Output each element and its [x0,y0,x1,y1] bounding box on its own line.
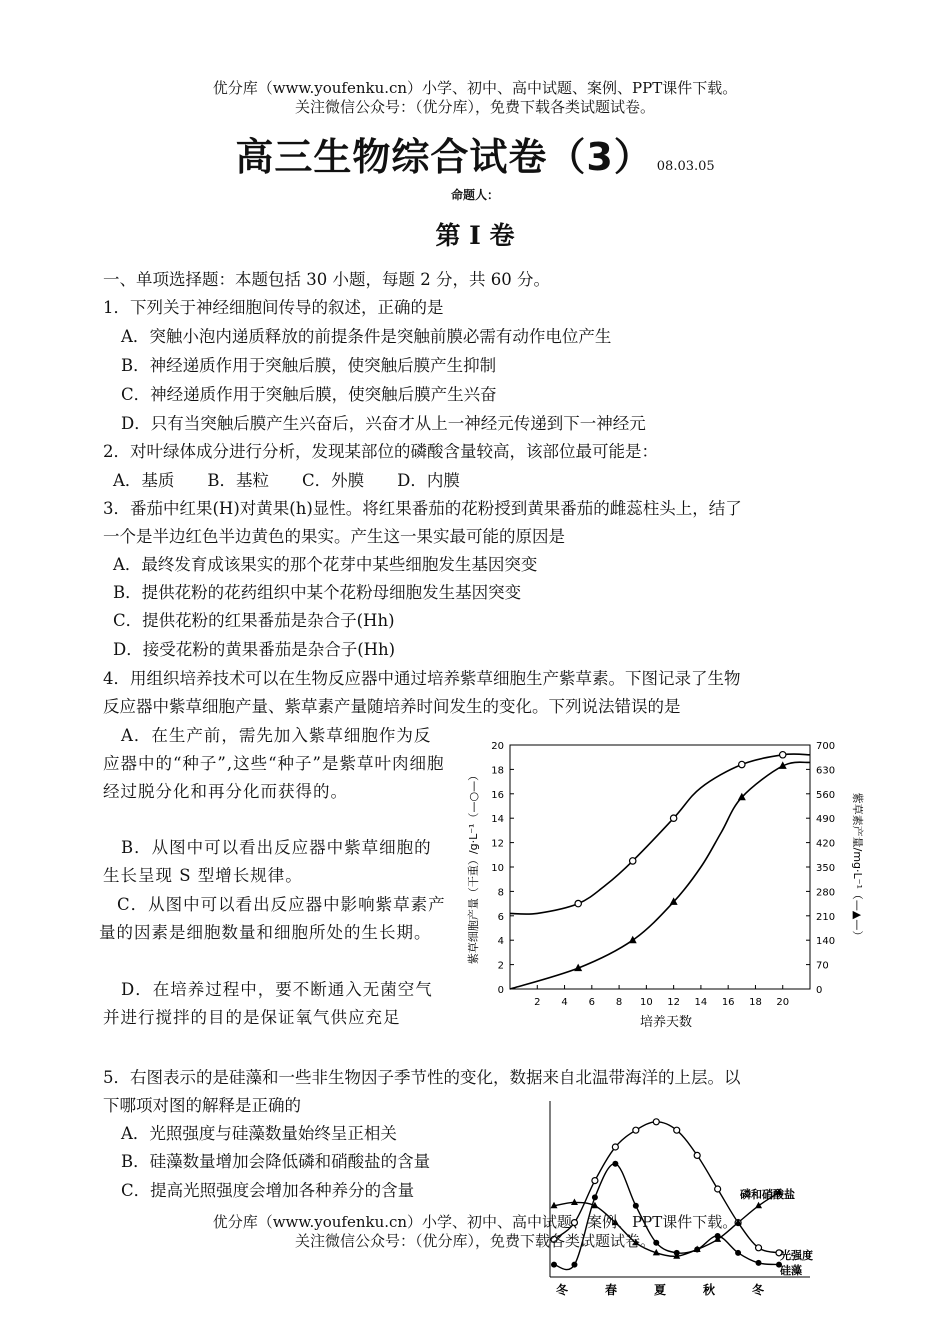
q2-options: A．基质 B．基粒 C．外膜 D．内膜 [113,471,460,490]
y2-tick-label: 210 [816,911,836,923]
light-point [612,1144,618,1150]
q4-option-b: B．从图中可以看出反应器中紫草细胞的生长呈现 S 型增长规律。 [103,838,432,885]
x-tick-label: 12 [667,997,681,1008]
x-tick-label: 20 [776,997,790,1008]
y2-tick-label: 560 [816,789,836,801]
cell-yield-point [575,900,581,906]
q3-stem-2: 一个是半边红色半边黄色的果实。产生这一果实最可能的原因是 [103,527,565,546]
header-line-1: 优分库（www.youfenku.cn）小学、初中、高中试题、案例、PPT课件下载。 [212,79,738,97]
footer-line-1: 优分库（www.youfenku.cn）小学、初中、高中试题、案例、PPT课件下载。 [212,1213,738,1231]
y2-tick-label: 490 [816,814,836,826]
q1-stem: 1．下列关于神经细胞间传导的叙述，正确的是 [103,298,444,317]
q4-stem-1: 4．用组织培养技术可以在生物反应器中通过培养紫草细胞生产紫草素。下图记录了生物 [103,669,741,688]
q1-option-c: C．神经递质作用于突触后膜，使突触后膜产生兴奋 [121,385,497,404]
chart4-xlabel: 培养天数 [639,1015,693,1030]
diatom-point [592,1194,598,1200]
light-point [694,1152,700,1158]
light-point [633,1127,639,1133]
author-label: 命题人： [450,188,499,202]
y2-tick-label: 630 [816,765,836,777]
y2-tick-label: 350 [816,863,836,874]
footer-line-2: 关注微信公众号：（优分库），免费下载各类试题试卷。 [294,1232,655,1250]
y-tick-label: 18 [491,765,504,777]
season-label: 春 [604,1283,618,1297]
shikonin-point [629,936,637,944]
shikonin-yield-line [510,762,810,989]
x-tick-label: 8 [615,997,623,1008]
x-tick-label: 4 [561,997,568,1008]
section-heading: 一、单项选择题：本题包括 30 小题，每题 2 分，共 60 分。 [103,270,550,289]
label-nutrient: 磷和硝酸盐 [740,1188,795,1201]
q3-option-b: B．提供花粉的花药组织中某个花粉母细胞发生基因突变 [113,583,522,602]
chart4-ylabel: 紫草细胞产量（干重）/g·L⁻¹（—○—） [467,769,480,965]
x-tick-label: 2 [534,997,541,1008]
q1-option-b: B．神经递质作用于突触后膜，使突触后膜产生抑制 [121,356,497,375]
x-tick-label: 16 [721,997,735,1008]
y-tick-label: 12 [491,838,504,850]
diatom-point [612,1161,618,1167]
diatom-point [551,1262,557,1268]
y2-tick-label: 280 [816,887,836,899]
header-line-2: 关注微信公众号：（优分库），免费下载各类试题试卷。 [294,98,655,116]
cell-yield-point [670,815,676,821]
q5-option-b: B．硅藻数量增加会降低磷和硝酸盐的含量 [121,1152,431,1171]
y-tick-label: 20 [491,741,504,752]
season-label: 冬 [751,1283,765,1297]
q5-option-c: C．提高光照强度会增加各种养分的含量 [121,1181,415,1200]
q4-option-a: A．在生产前，需先加入紫草细胞作为反应器中的“种子”,这些“种子”是紫草叶肉细胞经过脱分化和再分化而获得的。 [103,726,445,801]
y-tick-label: 2 [497,960,504,972]
q4-stem-2: 反应器中紫草细胞产量、紫草素产量随培养时间发生的变化。下列说法错误的是 [103,697,681,716]
diatom-point [633,1203,639,1209]
y2-tick-label: 420 [816,838,836,850]
paper-title [0,126,950,181]
q3-option-a: A．最终发育成该果实的那个花芽中某些细胞发生基因突变 [113,555,538,574]
y-tick-label: 4 [497,936,504,948]
y-tick-label: 10 [491,863,504,874]
cell-yield-point [739,761,745,767]
title-main: 高三生物综合试卷（3） [235,135,653,179]
y-tick-label: 8 [497,887,504,899]
season-label: 夏 [653,1283,667,1297]
chart4-ylabel2: 紫草素产量/mg·L⁻¹（—▲—） [851,792,864,942]
label-diatom: 硅藻 [780,1264,802,1277]
y2-tick-label: 70 [816,960,829,972]
y2-tick-label: 140 [816,936,836,948]
q5-option-a: A．光照强度与硅藻数量始终呈正相关 [121,1124,397,1143]
light-point [592,1178,598,1184]
season-label: 冬 [555,1283,569,1297]
q3-option-c: C．提供花粉的红果番茄是杂合子(Hh) [113,611,395,630]
x-tick-label: 10 [639,997,653,1008]
q3-option-d: D．接受花粉的黄果番茄是杂合子(Hh) [113,640,396,659]
q3-stem-1: 3．番茄中红果(H)对黄果(h)显性。将红果番茄的花粉授到黄果番茄的雌蕊柱头上，结了 [103,499,742,518]
nutrient-point [571,1198,578,1205]
nutrient-point [755,1202,762,1209]
diatom-point [756,1260,762,1266]
light-point [715,1186,721,1192]
title-date: 08.03.05 [656,159,715,174]
x-tick-label: 18 [749,997,762,1008]
y-tick-label: 6 [497,911,504,923]
cell-yield-point [630,858,636,864]
q4-option-c: C．从图中可以看出反应器中影响紫草素产量的因素是细胞数量和细胞所处的生长期。 [99,895,446,942]
q2-stem: 2．对叶绿体成分进行分析，发现某部位的磷酸含量较高，该部位最可能是： [103,442,658,461]
y-tick-label: 0 [497,985,504,996]
label-light: 光强度 [780,1249,813,1262]
chart4-frame [510,745,810,989]
x-tick-label: 14 [694,997,708,1008]
cell-yield-point [780,752,786,758]
q4-growth-chart [460,735,880,1035]
light-point [674,1127,680,1133]
volume-heading: 第 I 卷 [435,221,515,250]
q1-option-a: A．突触小泡内递质释放的前提条件是突触前膜必需有动作电位产生 [121,327,612,346]
y2-tick-label: 0 [816,985,823,996]
q5-stem-2: 下哪项对图的解释是正确的 [103,1096,301,1115]
q1-option-d: D．只有当突触后膜产生兴奋后，兴奋才从上一神经元传递到下一神经元 [121,414,646,433]
y2-tick-label: 700 [816,741,836,752]
y-tick-label: 14 [491,814,504,826]
season-label: 秋 [702,1283,716,1297]
q5-stem-1: 5．右图表示的是硅藻和一些非生物因子季节性的变化，数据来自北温带海洋的上层。以 [103,1068,741,1087]
diatom-point [571,1262,577,1268]
q4-option-d: D．在培养过程中，要不断通入无菌空气并进行搅拌的目的是保证氧气供应充足 [103,980,433,1027]
x-tick-label: 6 [588,997,596,1008]
light-point [653,1119,659,1125]
y-tick-label: 16 [491,789,504,801]
